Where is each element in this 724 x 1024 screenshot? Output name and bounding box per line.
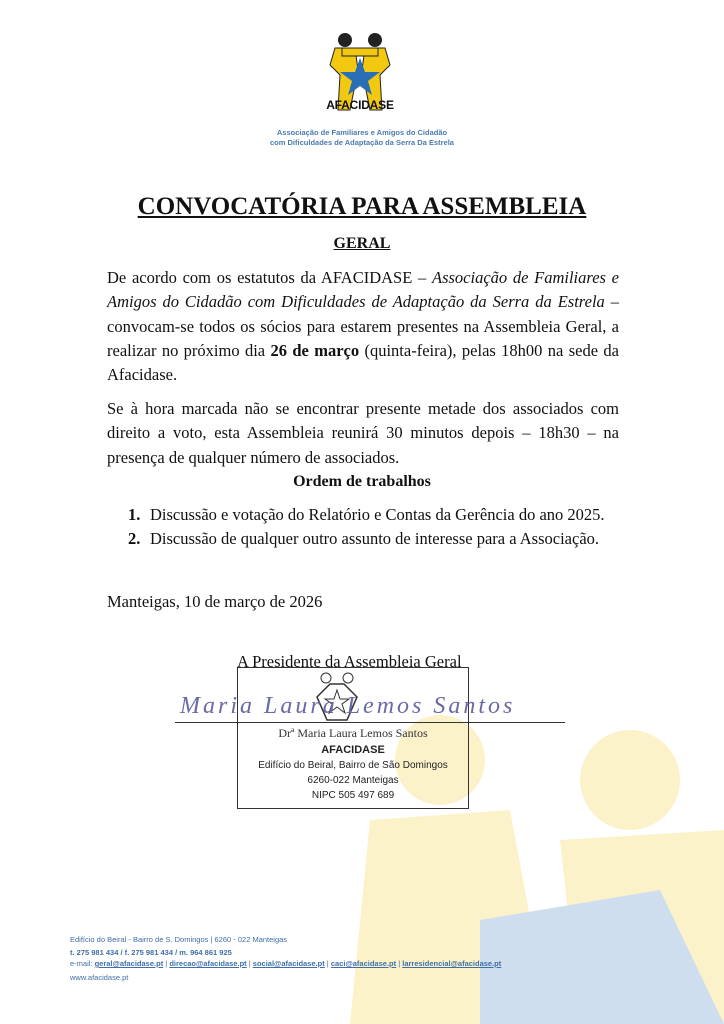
text: – convocam-se todos os sócios para estarem presentes na Assembleia Geral, a realizar no próximo dia — [107, 292, 619, 360]
signature-line — [175, 722, 565, 723]
email-link-direcao[interactable]: direcao@afacidase.pt — [169, 959, 247, 968]
page-title: CONVOCATÓRIA PARA ASSEMBLEIA — [137, 193, 587, 220]
association-line: com Dificuldades de Adaptação da Serra Da Estrela — [270, 138, 454, 147]
item-number: 1. — [128, 505, 141, 524]
paragraph-convocation — [107, 266, 619, 387]
footer-website[interactable]: www.afacidase.pt — [70, 973, 129, 982]
meeting-date: 26 de março — [270, 340, 360, 360]
item-text: Discussão de qualquer outro assunto de interesse para a Associação. — [150, 529, 600, 548]
item-number: 2. — [128, 529, 141, 548]
email-label: e-mail: — [70, 959, 95, 968]
text: De acordo com os estatutos da AFACIDASE – — [107, 268, 432, 287]
association-full-name: Associação de Familiares e Amigos do Cidadão com Dificuldades de Adaptação da Serra da Estrela — [107, 268, 619, 312]
email-link-social[interactable]: social@afacidase.pt — [252, 959, 325, 968]
stamp-postal: 6260-022 Manteigas — [307, 775, 399, 786]
agenda-list — [128, 503, 605, 551]
handwritten-signature: Maria Laura Lemos Santos — [180, 693, 516, 719]
stamp-brand: AFACIDASE — [321, 744, 385, 756]
agenda-item — [128, 503, 605, 527]
brand-name: AFACIDASE — [326, 98, 394, 112]
footer-phones: t. 275 981 434 / f. 275 981 434 / m. 964 861 925 — [70, 948, 232, 957]
date-line: Manteigas, 10 de março de 2026 — [107, 592, 323, 611]
footer-emails: e-mail: geral@afacidase.pt | direcao@afacidase.pt | social@afacidase.pt | caci@afacidase.pt | larresidencial@afacidase.pt — [70, 959, 502, 968]
page-subtitle: GERAL — [333, 235, 391, 252]
association-line: Associação de Familiares e Amigos do Cidadão — [276, 128, 448, 137]
signatory-role: A Presidente da Assembleia Geral — [237, 652, 462, 671]
signatory-name: Drª Maria Laura Lemos Santos — [278, 726, 428, 740]
text: (quinta-feira), pelas 18h00 na sede da Afacidase. — [107, 340, 619, 385]
stamp-nipc: NIPC 505 497 689 — [311, 790, 395, 801]
email-link-geral[interactable]: geral@afacidase.pt — [94, 959, 164, 968]
email-link-caci[interactable]: caci@afacidase.pt — [330, 959, 397, 968]
agenda-heading: Ordem de trabalhos — [293, 473, 431, 490]
paragraph-quorum: Se à hora marcada não se encontrar presente metade dos associados com direito a voto, esta Assembleia reunirá 30 minutos depois – 18h30 – na presença de qualquer número de associados. — [107, 399, 619, 467]
agenda-item — [128, 527, 605, 551]
email-link-larresidencial[interactable]: larresidencial@afacidase.pt — [402, 959, 502, 968]
footer-address: Edifício do Beiral - Bairro de S. Domingos | 6260 - 022 Manteigas — [70, 935, 288, 944]
association-name — [200, 128, 524, 148]
stamp-address: Edifício do Beiral, Bairro de São Domingos — [258, 760, 448, 771]
item-text: Discussão e votação do Relatório e Contas da Gerência do ano 2025. — [150, 505, 605, 524]
